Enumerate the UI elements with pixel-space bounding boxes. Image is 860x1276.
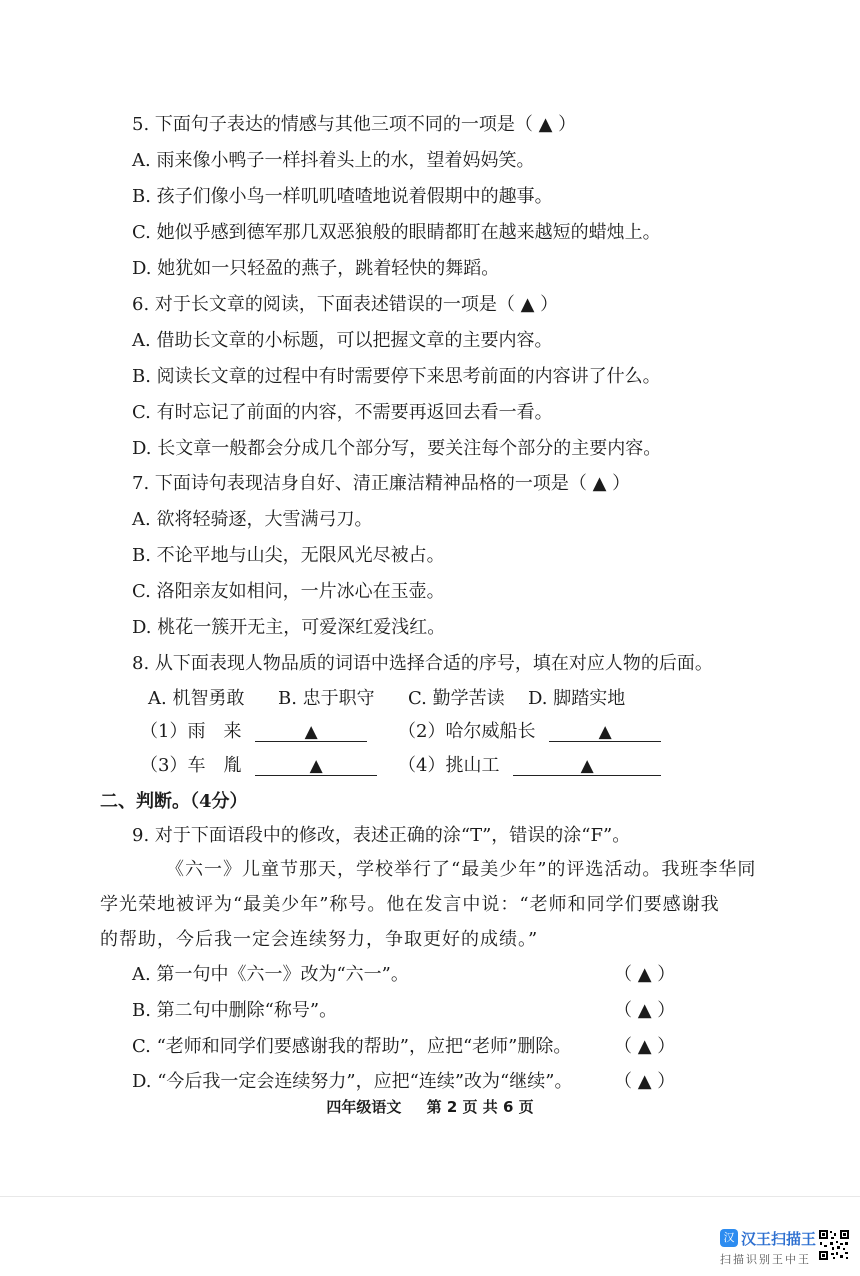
answer-blank[interactable] [255, 755, 377, 776]
answer-blank[interactable] [513, 755, 661, 776]
section-2-title: 二、判断。（4分） [100, 791, 248, 812]
answer-bracket-b[interactable]: （ ▲ ） [614, 1000, 676, 1021]
question-8-option-b: B. 忠于职守 [278, 688, 375, 709]
question-8-option-c: C. 勤学苦读 [408, 688, 505, 709]
passage-line-1: 《六一》儿童节那天，学校举行了“最美少年”的评选活动。我班李华同 [166, 859, 757, 880]
answer-bracket-c[interactable]: （ ▲ ） [614, 1036, 676, 1057]
qr-code-icon [818, 1229, 850, 1261]
question-7-option-d: D. 桃花一簇开无主，可爱深红爱浅红。 [132, 617, 446, 638]
question-5-option-a: A. 雨来像小鸭子一样抖着头上的水，望着妈妈笑。 [132, 150, 535, 171]
divider [0, 1196, 860, 1197]
question-5-option-b: B. 孩子们像小鸟一样叽叽喳喳地说着假期中的趣事。 [132, 186, 553, 207]
passage-line-2: 学光荣地被评为“最美少年”称号。他在发言中说：“老师和同学们要感谢我 [100, 894, 720, 915]
question-8-blank-4 [398, 753, 661, 779]
question-5-option-d: D. 她犹如一只轻盈的燕子，跳着轻快的舞蹈。 [132, 258, 500, 279]
triangle-icon: ▲ [309, 756, 323, 776]
question-8-blank-2 [398, 719, 661, 745]
footer-subject: 四年级语文 [326, 1098, 402, 1116]
question-8-option-d: D. 脚踏实地 [528, 688, 626, 709]
passage-line-3: 的帮助，今后我一定会连续努力，争取更好的成绩。” [100, 929, 539, 950]
question-7-option-c: C. 洛阳亲友如相问，一片冰心在玉壶。 [132, 581, 445, 602]
blank-label: （4）挑山工 [398, 755, 500, 776]
question-6-option-c: C. 有时忘记了前面的内容，不需要再返回去看一看。 [132, 402, 553, 423]
question-9-item-d: D. “今后我一定会连续努力”，应把“连续”改为“继续”。 [132, 1071, 573, 1092]
watermark-tagline: 扫描识别王中王 [720, 1253, 811, 1266]
question-9-item-a: A. 第一句中《六一》改为“六一”。 [132, 964, 409, 985]
answer-bracket-a[interactable]: （ ▲ ） [614, 964, 676, 985]
question-6-stem: 6. 对于长文章的阅读，下面表述错误的一项是（ ▲ ） [132, 294, 559, 315]
question-8-stem: 8. 从下面表现人物品质的词语中选择合适的序号，填在对应人物的后面。 [132, 653, 713, 674]
question-8-blank-1 [140, 719, 367, 745]
question-8-blank-3 [140, 753, 377, 779]
question-9-item-b: B. 第二句中删除“称号”。 [132, 1000, 338, 1021]
answer-bracket-d[interactable]: （ ▲ ） [614, 1071, 676, 1092]
question-9-stem: 9. 对于下面语段中的修改，表述正确的涂“T”，错误的涂“F”。 [132, 825, 631, 846]
blank-label: （1）雨 来 [140, 721, 242, 742]
question-6-option-a: A. 借助长文章的小标题，可以把握文章的主要内容。 [132, 330, 553, 351]
question-8-option-a: A. 机智勇敢 [148, 688, 245, 709]
hanwang-logo-icon: 汉 [720, 1229, 738, 1247]
blank-label: （2）哈尔威船长 [398, 721, 536, 742]
question-7-option-b: B. 不论平地与山尖，无限风光尽被占。 [132, 545, 445, 566]
question-6-option-b: B. 阅读长文章的过程中有时需要停下来思考前面的内容讲了什么。 [132, 366, 661, 387]
question-5-stem: 5. 下面句子表达的情感与其他三项不同的一项是（ ▲ ） [132, 114, 577, 135]
question-5-option-c: C. 她似乎感到德军那几双恶狼般的眼睛都盯在越来越短的蜡烛上。 [132, 222, 661, 243]
triangle-icon: ▲ [580, 756, 594, 776]
page-footer [0, 1096, 860, 1117]
watermark-brand-name: 汉王扫描王 [741, 1230, 817, 1248]
question-9-item-c: C. “老师和同学们要感谢我的帮助”，应把“老师”删除。 [132, 1036, 572, 1057]
footer-page-number: 第 2 页 共 6 页 [426, 1098, 534, 1116]
question-6-option-d: D. 长文章一般都会分成几个部分写，要关注每个部分的主要内容。 [132, 438, 662, 459]
triangle-icon: ▲ [304, 722, 318, 742]
blank-label: （3）车 胤 [140, 755, 242, 776]
question-7-option-a: A. 欲将轻骑逐，大雪满弓刀。 [132, 509, 373, 530]
triangle-icon: ▲ [598, 722, 612, 742]
answer-blank[interactable] [255, 721, 367, 742]
answer-blank[interactable] [549, 721, 661, 742]
question-7-stem: 7. 下面诗句表现洁身自好、清正廉洁精神品格的一项是（ ▲ ） [132, 473, 631, 494]
